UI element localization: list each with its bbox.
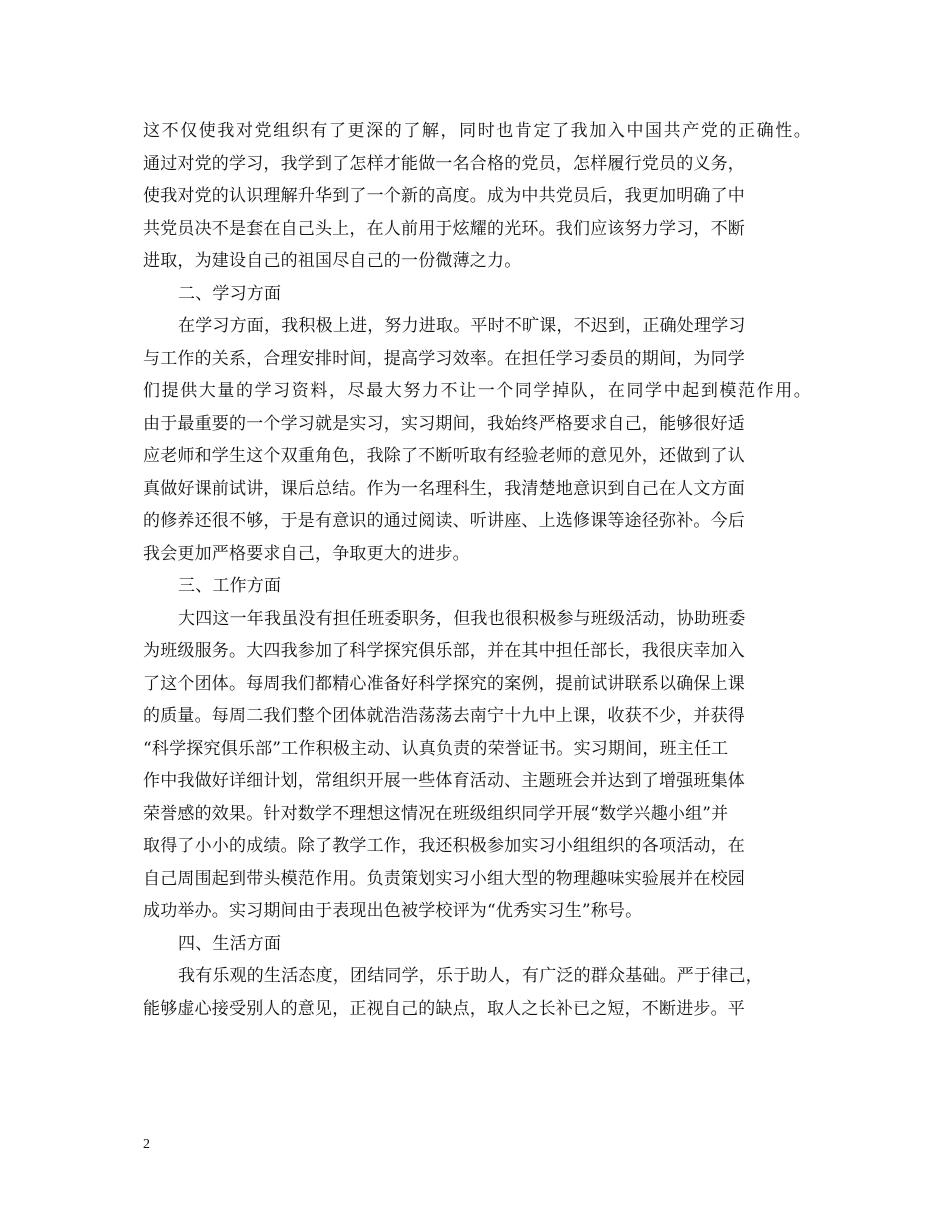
text-line: 在学习方面，我积极上进，努力进取。平时不旷课，不迟到，正确处理学习 — [178, 316, 746, 336]
text-line: 能够虚心接受别人的意见，正视自己的缺点，取人之长补已之短，不断进步。平 — [143, 998, 745, 1019]
document-body — [143, 115, 811, 1025]
text-line: 自己周围起到带头模范作用。负责策划实习小组大型的物理趣味实验展并在校园 — [143, 868, 745, 889]
text-line: 通过对党的学习，我学到了怎样才能做一名合格的党员，怎样履行党员的义务， — [143, 153, 745, 174]
text-line: 的修养还很不够，于是有意识的通过阅读、听讲座、上选修课等途径弥补。今后 — [143, 511, 745, 531]
text-line: 三、工作方面 — [178, 576, 282, 596]
text-line: 共党员决不是套在自己头上，在人前用于炫耀的光环。我们应该努力学习，不断 — [143, 218, 745, 239]
text-line: 与工作的关系，合理安排时间，提高学习效率。在担任学习委员的期间，为同学 — [143, 348, 745, 369]
text-line: 了这个团体。每周我们都精心准备好科学探究的案例，提前试讲联系以确保上课 — [143, 673, 745, 694]
text-line: 作中我做好详细计划，常组织开展一些体育活动、主题班会并达到了增强班集体 — [143, 771, 745, 791]
text-line: 进取，为建设自己的祖国尽自己的一份微薄之力。 — [143, 251, 522, 271]
text-line: 大四这一年我虽没有担任班委职务，但我也很积极参与班级活动，协助班委 — [178, 608, 746, 629]
text-line: 们提供大量的学习资料，尽最大努力不让一个同学掉队，在同学中起到模范作用。 — [143, 381, 811, 401]
text-line: 这不仅使我对党组织有了更深的了解，同时也肯定了我加入中国共产党的正确性。 — [143, 121, 811, 141]
text-line: 应老师和学生这个双重角色，我除了不断听取有经验老师的意见外，还做到了认 — [143, 446, 745, 466]
text-line: 使我对党的认识理解升华到了一个新的高度。成为中共党员后，我更加明确了中 — [143, 186, 745, 206]
text-line: 我会更加严格要求自己，争取更大的进步。 — [143, 543, 470, 564]
text-line: 成功举办。实习期间由于表现出色被学校评为“优秀实习生”称号。 — [143, 901, 643, 921]
text-line: 二、学习方面 — [178, 283, 282, 304]
text-line: 取得了小小的成绩。除了教学工作，我还积极参加实习小组组织的各项活动，在 — [143, 836, 745, 856]
text-line: “科学探究俱乐部”工作积极主动、认真负责的荣誉证书。实习期间，班主任工 — [143, 738, 729, 759]
text-line: 的质量。每周二我们整个团体就浩浩荡荡去南宁十九中上课，收获不少，并获得 — [143, 706, 745, 726]
text-line: 由于最重要的一个学习就是实习，实习期间，我始终严格要求自己，能够很好适 — [143, 413, 745, 434]
text-line: 我有乐观的生活态度，团结同学，乐于助人，有广泛的群众基础。严于律己， — [178, 966, 763, 986]
text-line: 为班级服务。大四我参加了科学探究俱乐部，并在其中担任部长，我很庆幸加入 — [143, 641, 745, 661]
text-line: 荣誉感的效果。针对数学不理想这情况在班级组织同学开展“数学兴趣小组”并 — [143, 803, 729, 824]
text-line: 四、生活方面 — [178, 933, 282, 954]
page-number: 2 — [143, 1137, 150, 1152]
text-line: 真做好课前试讲，课后总结。作为一名理科生，我清楚地意识到自己在人文方面 — [143, 478, 745, 499]
